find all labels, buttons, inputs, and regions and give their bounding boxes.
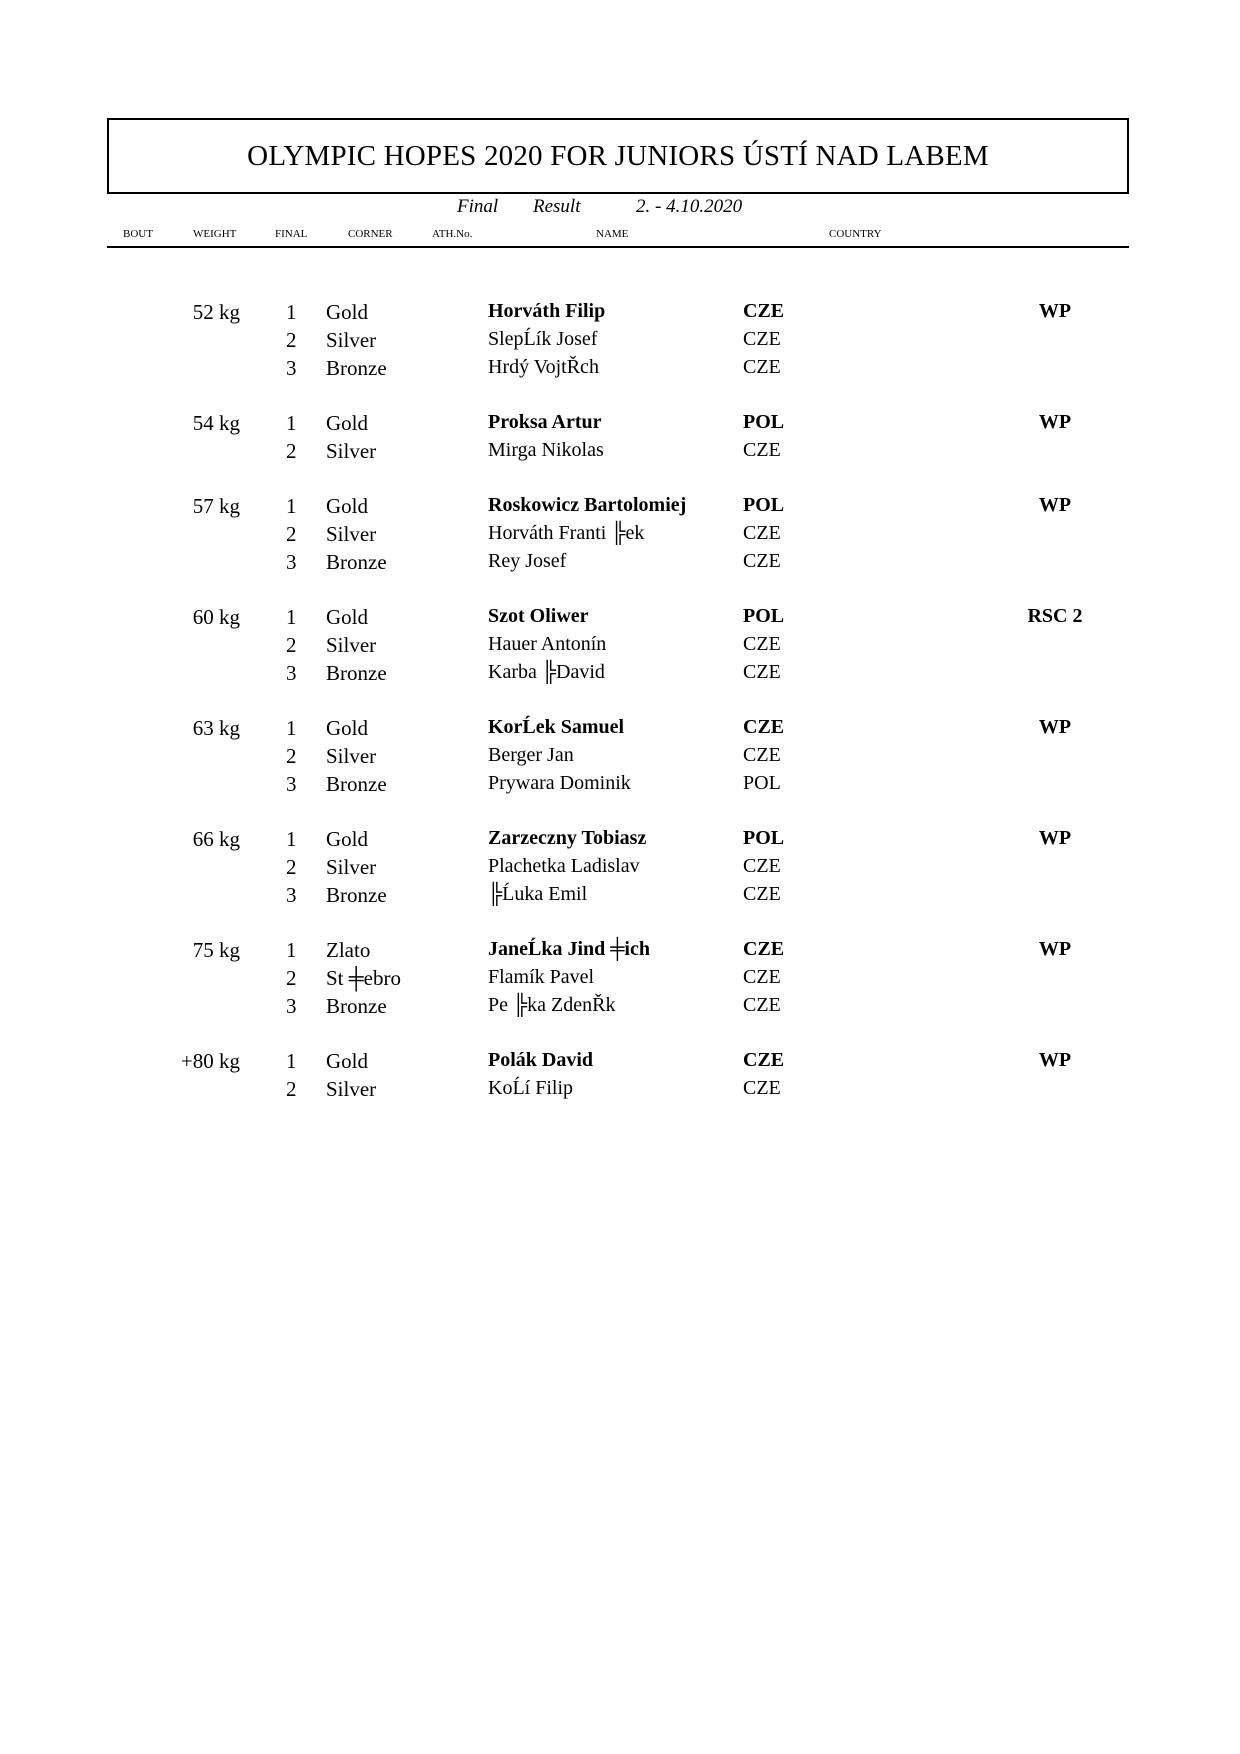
athlete-name: Horváth Franti ╠ek	[488, 522, 645, 544]
result-row	[0, 494, 1240, 522]
weight-class-group	[0, 411, 1240, 467]
medal-label: Bronze	[326, 883, 387, 907]
country-code: CZE	[743, 550, 781, 572]
medal-label: Bronze	[326, 356, 387, 380]
medal-label: St ╪ebro	[326, 966, 401, 990]
country-code: CZE	[743, 744, 781, 766]
country-code: CZE	[743, 439, 781, 461]
athlete-name: ╠Ĺuka Emil	[488, 883, 588, 905]
athlete-name: Szot Oliwer	[488, 605, 589, 627]
weight-class-group	[0, 938, 1240, 1022]
result-row	[0, 300, 1240, 328]
athlete-name: KorĹek Samuel	[488, 716, 625, 738]
place-number: 2	[286, 633, 297, 657]
athlete-name: Prywara Dominik	[488, 772, 631, 794]
result-row	[0, 411, 1240, 439]
col-header-bout: BOUT	[123, 228, 153, 240]
result-row	[0, 855, 1240, 883]
place-number: 3	[286, 550, 297, 574]
weight-class-group	[0, 827, 1240, 911]
country-code: CZE	[743, 328, 781, 350]
result-row	[0, 550, 1240, 578]
country-code: CZE	[743, 938, 785, 960]
subtitle	[0, 196, 1240, 222]
country-code: CZE	[743, 855, 781, 877]
result-row	[0, 439, 1240, 467]
medal-label: Gold	[326, 605, 368, 629]
country-code: POL	[743, 827, 785, 849]
result-row	[0, 356, 1240, 384]
weight-class-group	[0, 716, 1240, 800]
place-number: 3	[286, 772, 297, 796]
athlete-name: Roskowicz Bartolomiej	[488, 494, 687, 516]
medal-label: Silver	[326, 439, 377, 463]
place-number: 3	[286, 994, 297, 1018]
country-code: CZE	[743, 966, 781, 988]
country-code: CZE	[743, 661, 781, 683]
stage-label: Final	[457, 196, 499, 217]
weight-class-group	[0, 494, 1240, 578]
place-number: 1	[286, 827, 297, 851]
weight-class-group	[0, 1049, 1240, 1105]
place-number: 1	[286, 938, 297, 962]
bout-result: WP	[1038, 494, 1072, 516]
place-number: 3	[286, 661, 297, 685]
bout-result: WP	[1038, 827, 1072, 849]
result-row	[0, 605, 1240, 633]
place-number: 1	[286, 494, 297, 518]
weight-label: 60 kg	[192, 605, 240, 629]
weight-label: 54 kg	[192, 411, 240, 435]
result-row	[0, 744, 1240, 772]
athlete-name: Berger Jan	[488, 744, 574, 766]
bout-result: WP	[1038, 1049, 1072, 1071]
medal-label: Bronze	[326, 550, 387, 574]
country-code: CZE	[743, 300, 785, 322]
country-code: CZE	[743, 522, 781, 544]
medal-label: Gold	[326, 716, 368, 740]
athlete-name: Horváth Filip	[488, 300, 606, 322]
athlete-name: Rey Josef	[488, 550, 567, 572]
medal-label: Bronze	[326, 661, 387, 685]
country-code: CZE	[743, 633, 781, 655]
result-row	[0, 716, 1240, 744]
weight-label: 63 kg	[192, 716, 240, 740]
athlete-name: Plachetka Ladislav	[488, 855, 640, 877]
medal-label: Gold	[326, 300, 368, 324]
athlete-name: Proksa Artur	[488, 411, 602, 433]
result-label: Result	[533, 196, 581, 217]
medal-label: Bronze	[326, 994, 387, 1018]
country-code: POL	[743, 494, 785, 516]
place-number: 2	[286, 522, 297, 546]
weight-class-group	[0, 300, 1240, 384]
medal-label: Bronze	[326, 772, 387, 796]
bout-result: WP	[1038, 716, 1072, 738]
medal-label: Gold	[326, 1049, 368, 1073]
athlete-name: Mirga Nikolas	[488, 439, 604, 461]
place-number: 2	[286, 744, 297, 768]
bout-result: RSC 2	[1027, 605, 1083, 627]
medal-label: Silver	[326, 744, 377, 768]
result-row	[0, 883, 1240, 911]
country-code: POL	[743, 772, 781, 794]
place-number: 3	[286, 883, 297, 907]
weight-label: 75 kg	[192, 938, 240, 962]
country-code: CZE	[743, 994, 781, 1016]
title-box	[107, 118, 1129, 194]
weight-label: 66 kg	[192, 827, 240, 851]
medal-label: Silver	[326, 633, 377, 657]
col-header-country: COUNTRY	[829, 228, 882, 240]
country-code: CZE	[743, 1049, 785, 1071]
country-code: POL	[743, 605, 785, 627]
medal-label: Silver	[326, 328, 377, 352]
col-header-corner: CORNER	[348, 228, 393, 240]
athlete-name: SlepĹík Josef	[488, 328, 598, 350]
athlete-name: Polák David	[488, 1049, 594, 1071]
results-list	[0, 300, 1240, 1132]
place-number: 2	[286, 966, 297, 990]
bout-result: WP	[1038, 938, 1072, 960]
weight-class-group	[0, 605, 1240, 689]
result-row	[0, 994, 1240, 1022]
header-rule	[107, 246, 1129, 248]
bout-result: WP	[1038, 300, 1072, 322]
weight-label: +80 kg	[180, 1049, 240, 1073]
medal-label: Gold	[326, 827, 368, 851]
result-row	[0, 938, 1240, 966]
medal-label: Silver	[326, 522, 377, 546]
place-number: 3	[286, 356, 297, 380]
country-code: CZE	[743, 356, 781, 378]
athlete-name: Pe ╠ka ZdenŘk	[488, 994, 616, 1016]
athlete-name: JaneĹka Jind ╪ich	[488, 938, 650, 960]
result-row	[0, 661, 1240, 689]
medal-label: Zlato	[326, 938, 371, 962]
athlete-name: Zarzeczny Tobiasz	[488, 827, 647, 849]
place-number: 2	[286, 855, 297, 879]
date-range: 2. - 4.10.2020	[636, 196, 743, 217]
place-number: 2	[286, 439, 297, 463]
place-number: 1	[286, 716, 297, 740]
place-number: 1	[286, 411, 297, 435]
result-row	[0, 633, 1240, 661]
page-title: OLYMPIC HOPES 2020 FOR JUNIORS ÚSTÍ NAD LABEM	[247, 140, 989, 172]
col-header-weight: WEIGHT	[193, 228, 237, 240]
place-number: 2	[286, 1077, 297, 1101]
athlete-name: KoĹí Filip	[488, 1077, 574, 1099]
result-row	[0, 1049, 1240, 1077]
weight-label: 57 kg	[192, 494, 240, 518]
athlete-name: Hauer Antonín	[488, 633, 607, 655]
bout-result: WP	[1038, 411, 1072, 433]
result-row	[0, 522, 1240, 550]
weight-label: 52 kg	[192, 300, 240, 324]
col-header-final: FINAL	[275, 228, 308, 240]
col-header-ath-no: ATH.No.	[432, 228, 473, 240]
result-row	[0, 772, 1240, 800]
place-number: 1	[286, 1049, 297, 1073]
country-code: POL	[743, 411, 785, 433]
result-row	[0, 328, 1240, 356]
result-row	[0, 827, 1240, 855]
result-row	[0, 1077, 1240, 1105]
athlete-name: Hrdý VojtŘch	[488, 356, 599, 378]
medal-label: Gold	[326, 411, 368, 435]
medal-label: Silver	[326, 1077, 377, 1101]
country-code: CZE	[743, 1077, 781, 1099]
athlete-name: Flamík Pavel	[488, 966, 595, 988]
country-code: CZE	[743, 716, 785, 738]
result-row	[0, 966, 1240, 994]
place-number: 2	[286, 328, 297, 352]
athlete-name: Karba ╠David	[488, 661, 605, 683]
place-number: 1	[286, 605, 297, 629]
country-code: CZE	[743, 883, 781, 905]
medal-label: Gold	[326, 494, 368, 518]
col-header-name: NAME	[596, 228, 629, 240]
medal-label: Silver	[326, 855, 377, 879]
place-number: 1	[286, 300, 297, 324]
